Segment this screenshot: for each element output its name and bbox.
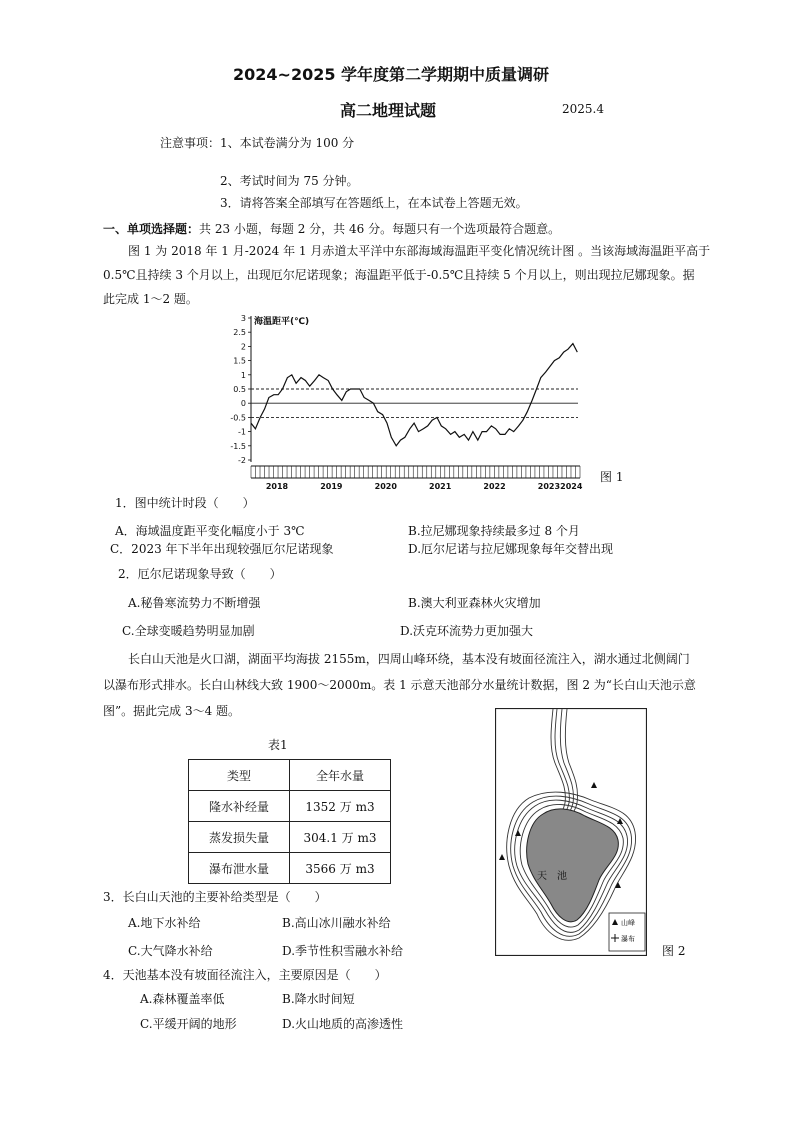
q2-stem: 2．厄尔尼诺现象导致（ ） — [118, 567, 282, 581]
y-tick-label: 0.5 — [233, 385, 246, 394]
q4-stem: 4．天池基本没有坡面径流注入，主要原因是（ ） — [103, 968, 387, 982]
year-label: 2023 — [537, 482, 561, 490]
year-label: 2018 — [265, 482, 289, 490]
exam-date: 2025.4 — [562, 102, 604, 116]
q1-option-c: C．2023 年下半年出现较强厄尔尼诺现象 — [110, 542, 334, 556]
water-balance-table — [188, 759, 391, 884]
year-label: 2021 — [429, 482, 452, 490]
q4-option-d: D.火山地质的高渗透性 — [282, 1017, 404, 1031]
year-label: 2020 — [374, 482, 397, 490]
table-header-type: 类型 — [189, 760, 290, 791]
intro1-line1: 图 1 为 2018 年 1 月-2024 年 1 月赤道太平洋中东部海域海温距平变化情况统计图 。当该海域海温距平高于 — [128, 244, 711, 258]
q3-option-b: B.高山冰川融水补给 — [282, 916, 391, 930]
intro2-line3: 图”。据此完成 3～4 题。 — [103, 704, 241, 718]
q1-option-a: A．海域温度距平变化幅度小于 3℃ — [115, 524, 305, 538]
figure1-caption: 图 1 — [600, 470, 624, 484]
figure2-caption: 图 2 — [662, 944, 686, 958]
table-row — [189, 853, 391, 884]
intro2-line2: 以瀑布形式排水。长白山林线大致 1900～2000m。表 1 示意天池部分水量统计数据，图 2 为“长白山天池示意 — [103, 678, 696, 692]
table-cell: 1352 万 m3 — [290, 791, 391, 822]
year-label: 2024 — [560, 482, 583, 490]
q2-option-d: D.沃克环流势力更加强大 — [400, 624, 534, 638]
y-tick-label: -2 — [238, 456, 246, 465]
q2-option-c: C.全球变暖趋势明显加剧 — [122, 624, 255, 638]
table-cell: 隆水补经量 — [189, 791, 290, 822]
q3-option-c: C.大气降水补给 — [128, 944, 213, 958]
legend-waterfall-label: 瀑布 — [621, 935, 635, 943]
table-header-volume: 全年水量 — [290, 760, 391, 791]
table-cell: 瀑布泄水量 — [189, 853, 290, 884]
y-tick-label: 3 — [240, 314, 246, 323]
section-heading-bold: 一、单项选择题： — [103, 222, 200, 236]
section-heading-rest: 共 23 小题，每题 2 分，共 46 分。每题只有一个选项最符合题意。 — [199, 222, 561, 236]
notes-item-3: 3．请将答案全部填写在答题纸上，在本试卷上答题无效。 — [220, 196, 528, 210]
intro1-line2: 0.5℃且持续 3 个月以上，出现厄尔尼诺现象；海温距平低于-0.5℃且持续 5 个月以上，则出现拉尼娜现象。据 — [103, 268, 695, 282]
table-header-row — [189, 760, 391, 791]
table-cell: 3566 万 m3 — [290, 853, 391, 884]
q2-option-a: A.秘鲁寒流势力不断增强 — [128, 596, 261, 610]
q1-option-d: D.厄尔尼诺与拉尼娜现象每年交替出现 — [408, 542, 614, 556]
exam-subtitle: 高二地理试题 — [340, 101, 437, 120]
intro1-line3: 此完成 1～2 题。 — [103, 292, 198, 306]
q4-option-b: B.降水时间短 — [282, 992, 355, 1006]
year-label: 2019 — [320, 482, 343, 490]
table-row — [189, 791, 391, 822]
y-axis-label: 海温距平(℃) — [254, 317, 310, 327]
section-heading — [103, 220, 560, 237]
q2-option-b: B.澳大利亚森林火灾增加 — [408, 596, 541, 610]
y-tick-label: 2.5 — [233, 328, 246, 338]
sea-temperature-anomaly-chart — [225, 312, 595, 490]
y-tick-label: 1.5 — [233, 356, 246, 366]
y-tick-label: 0 — [240, 399, 246, 409]
table-cell: 蒸发损失量 — [189, 822, 290, 853]
table-cell: 304.1 万 m3 — [290, 822, 391, 853]
table1-caption: 表1 — [268, 738, 288, 752]
q3-option-a: A.地下水补给 — [128, 916, 201, 930]
notes-item-2: 2、考试时间为 75 分钟。 — [220, 174, 359, 188]
anomaly-series-line — [251, 344, 577, 446]
q1-option-b: B.拉尼娜现象持续最多过 8 个月 — [408, 524, 580, 538]
y-tick-label: 2 — [240, 342, 246, 352]
y-tick-label: -1.5 — [230, 441, 246, 451]
y-tick-label: -0.5 — [230, 413, 246, 423]
y-tick-label: 1 — [240, 370, 246, 380]
lake-label: 天 池 — [537, 871, 567, 882]
y-tick-label: -1 — [238, 427, 246, 437]
legend-peak-label: 山峰 — [621, 919, 635, 927]
tianchi-map — [495, 708, 647, 956]
notes-label: 注意事项：1、本试卷满分为 100 分 — [160, 136, 355, 150]
q3-option-d: D.季节性积雪融水补给 — [282, 944, 404, 958]
intro2-line1: 长白山天池是火口湖，湖面平均海拔 2155m，四周山峰环绕，基本没有坡面径流注入，湖水通过北侧阔门 — [128, 652, 690, 666]
exam-title: 2024~2025 学年度第二学期期中质量调研 — [233, 65, 550, 84]
table-row — [189, 822, 391, 853]
q4-option-c: C.平缓开阔的地形 — [140, 1017, 237, 1031]
q4-option-a: A.森林覆盖率低 — [140, 992, 225, 1006]
q1-stem: 1．图中统计时段（ ） — [115, 496, 255, 510]
q3-stem: 3．长白山天池的主要补给类型是（ ） — [103, 890, 327, 904]
year-label: 2022 — [483, 482, 506, 490]
